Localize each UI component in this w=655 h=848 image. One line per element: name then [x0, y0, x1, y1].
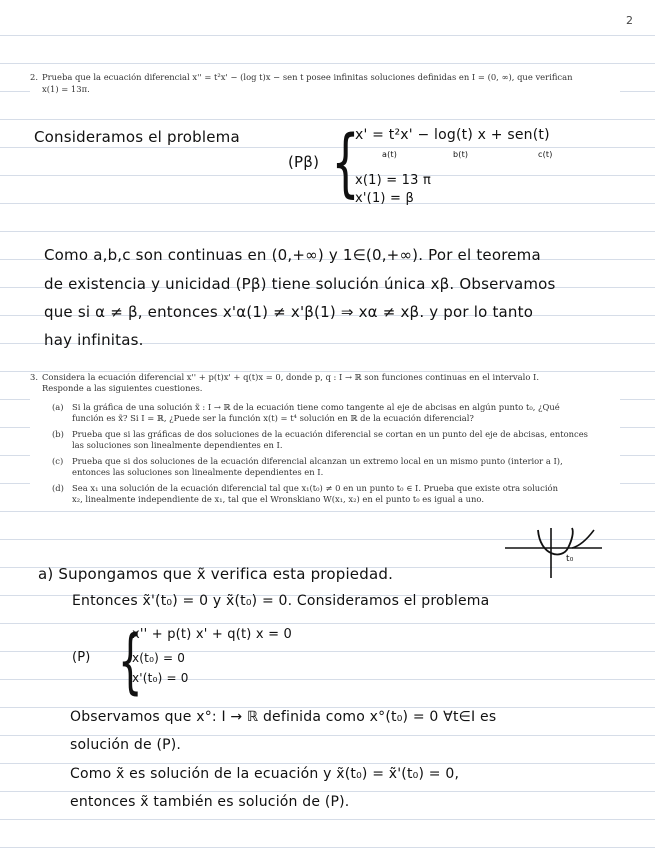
system-brace-2: {: [118, 620, 143, 702]
equation-1: x' = t²x' − log(t) x + sen(t): [355, 127, 550, 143]
item-b-line-2: las soluciones son linealmente dependientes en I.: [72, 440, 283, 450]
problem-3-number: 3.: [30, 372, 38, 382]
item-c-label: (c): [52, 456, 64, 466]
problem-2-number: 2.: [30, 72, 38, 82]
p-beta-label: (Pβ): [288, 153, 320, 171]
item-a-line-1: Si la gráfica de una solución x̃ : I → ℝ de la ecuación tiene como tangente al eje de abcisas en algún punto t₀, ¿Qué: [72, 402, 560, 412]
sketch-curve-tail: [572, 530, 594, 548]
system-brace-1: {: [331, 120, 360, 206]
consider-problem-text: Consideramos el problema: [34, 128, 240, 146]
equation-2: x(1) = 13 π: [355, 173, 431, 188]
item-d-label: (d): [52, 483, 64, 493]
problem-2-line-2: x(1) = 13π.: [42, 84, 90, 94]
item-a-label: (a): [52, 402, 64, 412]
hand-paragraph-line-3: que si α ≠ β, entonces x'α(1) ≠ x'β(1) ⇒ xα ≠ xβ. y por lo tanto: [44, 303, 534, 321]
item-c-line-1: Prueba que si dos soluciones de la ecuación diferencial alcanzan un extremo local en un mismo punto (interior a I),: [72, 456, 563, 466]
system-equation-3: x'(t₀) = 0: [132, 671, 189, 685]
hand-paragraph-line-4: hay infinitas.: [44, 331, 144, 349]
b-label: b(t): [453, 150, 469, 159]
observe-line-1: Observamos que x°: I → ℝ definida como x°(t₀) = 0 ∀t∈I es: [70, 709, 497, 725]
problem-2-line-1: Prueba que la ecuación diferencial x'' = t²x' − (log t)x − sen t posee infinitas soluciones definidas en I = (0, ∞), que verifican: [42, 72, 573, 82]
item-d-line-2: x₂, linealmente independiente de x₁, tal que el Wronskiano W(x₁, x₂) en el punto t₀ es igual a uno.: [72, 494, 484, 504]
page-number: 2: [626, 14, 633, 27]
como-line-1: Como x̃ es solución de la ecuación y x̃(t₀) = x̃'(t₀) = 0,: [70, 766, 460, 782]
item-b-label: (b): [52, 429, 64, 439]
item-c-line-2: entonces las soluciones son linealmente dependientes en I.: [72, 467, 324, 477]
sketch-curve: [538, 528, 573, 554]
system-equation-1: x'' + p(t) x' + q(t) x = 0: [132, 627, 292, 642]
hand-paragraph-line-1: Como a,b,c son continuas en (0,+∞) y 1∈(0,+∞). Por el teorema: [44, 246, 541, 264]
como-line-2: entonces x̃ también es solución de (P).: [70, 794, 350, 810]
system-equation-2: x(t₀) = 0: [132, 651, 186, 665]
then-line: Entonces x̃'(t₀) = 0 y x̃(t₀) = 0. Consideramos el problema: [72, 593, 490, 609]
a-label: a(t): [382, 150, 398, 159]
part-a-line: a) Supongamos que x̃ verifica esta propiedad.: [38, 565, 394, 583]
problem-3-intro-1: Considera la ecuación diferencial x'' + p(t)x' + q(t)x = 0, donde p, q : I → ℝ son funciones continuas en el intervalo I.: [42, 372, 540, 382]
c-label: c(t): [538, 150, 553, 159]
equation-3: x'(1) = β: [355, 191, 414, 206]
hand-paragraph-line-2: de existencia y unicidad (Pβ) tiene solución única xβ. Observamos: [44, 275, 556, 293]
p-label: (P): [72, 650, 91, 665]
item-d-line-1: Sea x₁ una solución de la ecuación diferencial tal que x₁(t₀) ≠ 0 en un punto t₀ ∈ I. Prueba que existe otra solución: [72, 483, 558, 493]
item-a-line-2: función es x̃? Si I = ℝ, ¿Puede ser la función x(t) = t⁴ solución en ℝ de la ecuación diferencial?: [72, 413, 474, 423]
t0-label: t₀: [566, 554, 574, 564]
observe-line-2: solución de (P).: [70, 737, 182, 753]
problem-3-intro-2: Responde a las siguientes cuestiones.: [42, 383, 203, 393]
item-b-line-1: Prueba que si las gráficas de dos soluciones de la ecuación diferencial se cortan en un punto del eje de abcisas, entonces: [72, 429, 588, 439]
